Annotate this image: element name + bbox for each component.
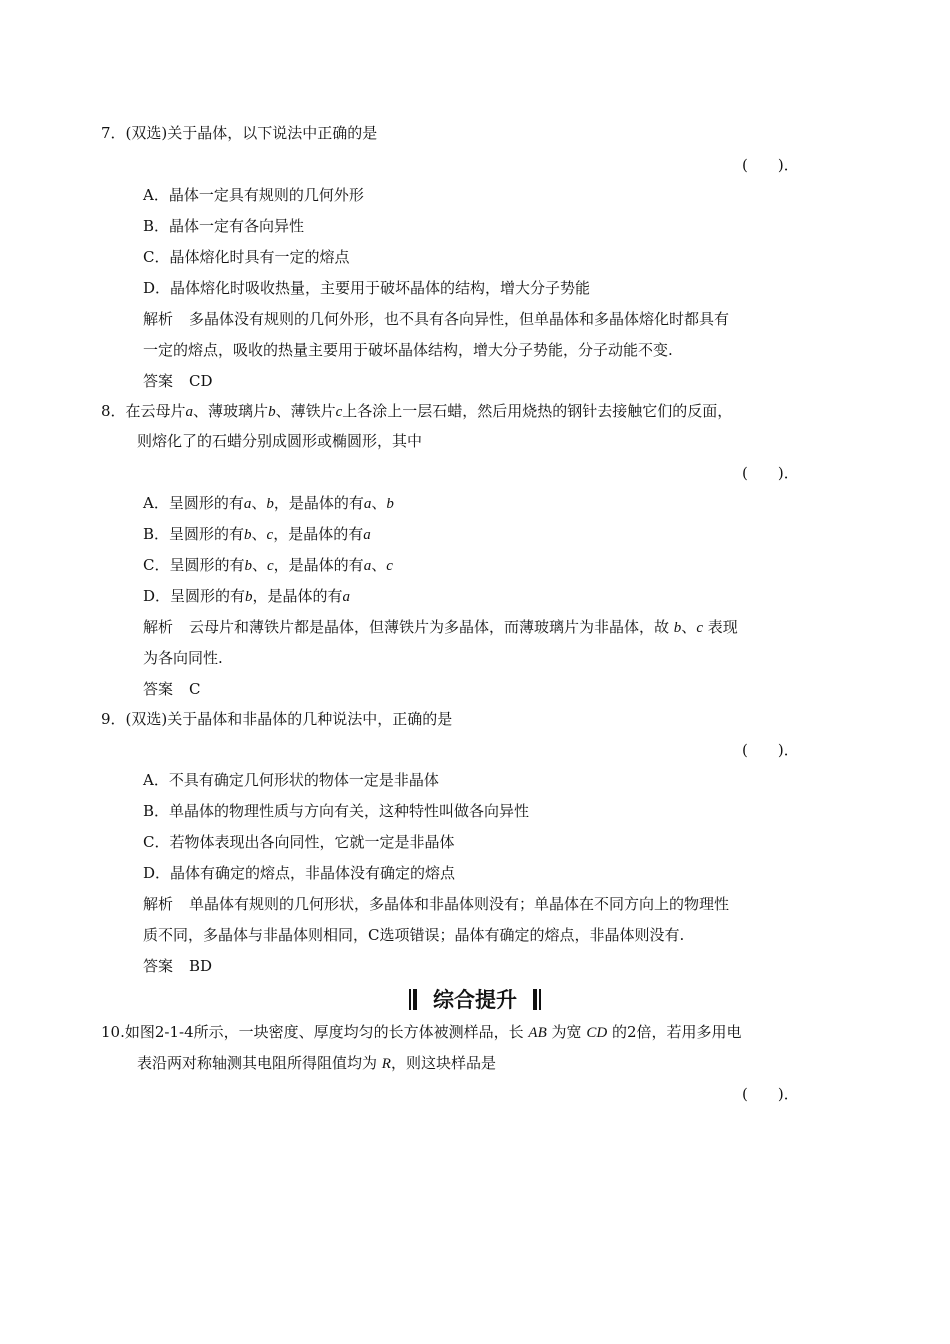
q8-stem-text: 上各涂上一层石蜡，然后用烧热的钢针去接触它们的反面，: [342, 402, 733, 420]
q9-answer-value: BD: [189, 957, 213, 975]
option-text: B．呈圆形的有: [143, 525, 245, 543]
var-r: R: [381, 1056, 391, 1072]
var-b: b: [386, 496, 394, 512]
q7-option-d: D．晶体熔化时吸收热量，主要用于破坏晶体的结构，增大分子势能: [143, 279, 591, 297]
answer-label: 答案: [143, 680, 174, 698]
separator: 、: [251, 525, 267, 543]
q8-analysis: [143, 617, 738, 638]
section-heading: [0, 986, 950, 1014]
separator: 、: [251, 556, 267, 574]
q9-option-b: B．单晶体的物理性质与方向有关，这种特性叫做各向异性: [143, 802, 530, 820]
option-text: ，是晶体的有: [273, 556, 364, 574]
q7-answer: [143, 371, 213, 391]
q9-answer: [143, 956, 212, 976]
q8-analysis-line-2: 为各向同性.: [143, 649, 223, 667]
q9-analysis: [143, 894, 729, 914]
q7-answer-bracket: ( )．: [742, 156, 799, 174]
var-b: b: [244, 527, 252, 543]
q8-stem-line-2: 则熔化了的石蜡分别成圆形或椭圆形，其中: [137, 432, 423, 450]
separator: 、: [371, 556, 387, 574]
q10-stem-text: ，则这块样品是: [390, 1054, 496, 1072]
q7-answer-value: CD: [189, 372, 213, 390]
option-text: ，是晶体的有: [252, 587, 343, 605]
q8-option-b: [143, 524, 371, 545]
option-text: C．呈圆形的有: [143, 556, 245, 574]
var-c: c: [386, 558, 393, 574]
left-bar-ornament: [409, 989, 417, 1010]
var-a: a: [185, 404, 194, 420]
q8-answer-bracket: ( )．: [742, 464, 799, 482]
var-b: b: [245, 589, 253, 605]
analysis-label: 解析: [143, 618, 174, 636]
var-a: a: [363, 527, 371, 543]
q9-option-a: A．不具有确定几何形状的物体一定是非晶体: [143, 771, 439, 789]
q7-option-a: A．晶体一定具有规则的几何外形: [143, 186, 364, 204]
option-text: D．呈圆形的有: [143, 587, 246, 605]
q9-analysis-line-1: 单晶体有规则的几何形状，多晶体和非晶体则没有；单晶体在不同方向上的物理性: [189, 895, 730, 913]
analysis-label: 解析: [143, 310, 174, 328]
q8-option-c: [143, 555, 393, 576]
q8-stem-text: 、薄铁片: [275, 402, 336, 420]
q7-option-c: C．晶体熔化时具有一定的熔点: [143, 248, 350, 266]
q8-stem-line-1: [101, 401, 732, 422]
q8-option-d: [143, 586, 350, 607]
q9-answer-bracket: ( )．: [742, 741, 799, 759]
section-title: 综合提升: [433, 988, 517, 1012]
q7-analysis: [143, 309, 729, 329]
var-b: b: [673, 620, 682, 636]
var-a: a: [363, 496, 372, 512]
q8-answer: [143, 679, 200, 699]
var-b: b: [266, 496, 274, 512]
var-c: c: [266, 527, 274, 543]
q8-option-a: [143, 493, 394, 514]
q10-stem-text: 表沿两对称轴测其电阻所得阻值均为: [137, 1054, 378, 1072]
q10-stem-text: 的2倍，若用多用电: [611, 1023, 742, 1041]
right-bar-ornament: [533, 989, 541, 1010]
q7-analysis-line-2: 一定的熔点，吸收的热量主要用于破坏晶体结构，增大分子势能，分子动能不变.: [143, 341, 673, 359]
q8-analysis-text: 云母片和薄铁片都是晶体，但薄铁片为多晶体，而薄玻璃片为非晶体，故: [189, 618, 670, 636]
q8-analysis-text: 表现: [707, 618, 738, 636]
q10-stem-text: 为宽: [551, 1023, 582, 1041]
answer-label: 答案: [143, 372, 174, 390]
var-a: a: [342, 589, 351, 605]
q8-answer-value: C: [189, 680, 201, 698]
option-text: ，是晶体的有: [273, 494, 364, 512]
var-c: c: [696, 620, 703, 636]
var-cd: CD: [586, 1025, 608, 1041]
q9-analysis-line-2: 质不同，多晶体与非晶体则相同，C选项错误；晶体有确定的熔点，非晶体则没有.: [143, 926, 685, 944]
analysis-label: 解析: [143, 895, 174, 913]
var-b: b: [244, 558, 252, 574]
q7-analysis-line-1: 多晶体没有规则的几何外形，也不具有各向异性，但单晶体和多晶体熔化时都具有: [189, 310, 730, 328]
option-text: A．呈圆形的有: [143, 494, 244, 512]
answer-label: 答案: [143, 957, 174, 975]
var-b: b: [268, 404, 276, 420]
var-c: c: [335, 404, 343, 420]
var-ab: AB: [528, 1025, 547, 1041]
option-text: ，是晶体的有: [273, 525, 364, 543]
var-a: a: [363, 558, 372, 574]
q9-option-d: D．晶体有确定的熔点，非晶体没有确定的熔点: [143, 864, 456, 882]
separator: 、: [251, 494, 267, 512]
q8-stem-text: 8．在云母片: [101, 402, 186, 420]
q7-stem: 7．(双选)关于晶体，以下说法中正确的是: [101, 124, 378, 142]
q8-stem-text: 、薄玻璃片: [193, 402, 269, 420]
q10-answer-bracket: ( )．: [742, 1085, 799, 1103]
separator: 、: [371, 494, 387, 512]
var-a: a: [243, 496, 252, 512]
separator: 、: [681, 618, 697, 636]
q10-stem-line-2: [137, 1053, 496, 1074]
q10-stem-line-1: [101, 1022, 741, 1043]
var-c: c: [267, 558, 274, 574]
q9-option-c: C．若物体表现出各向同性，它就一定是非晶体: [143, 833, 455, 851]
q7-option-b: B．晶体一定有各向异性: [143, 217, 305, 235]
q10-stem-text: 10.如图2-1-4所示，一块密度、厚度均匀的长方体被测样品，长: [101, 1023, 524, 1041]
q9-stem: 9．(双选)关于晶体和非晶体的几种说法中，正确的是: [101, 710, 453, 728]
